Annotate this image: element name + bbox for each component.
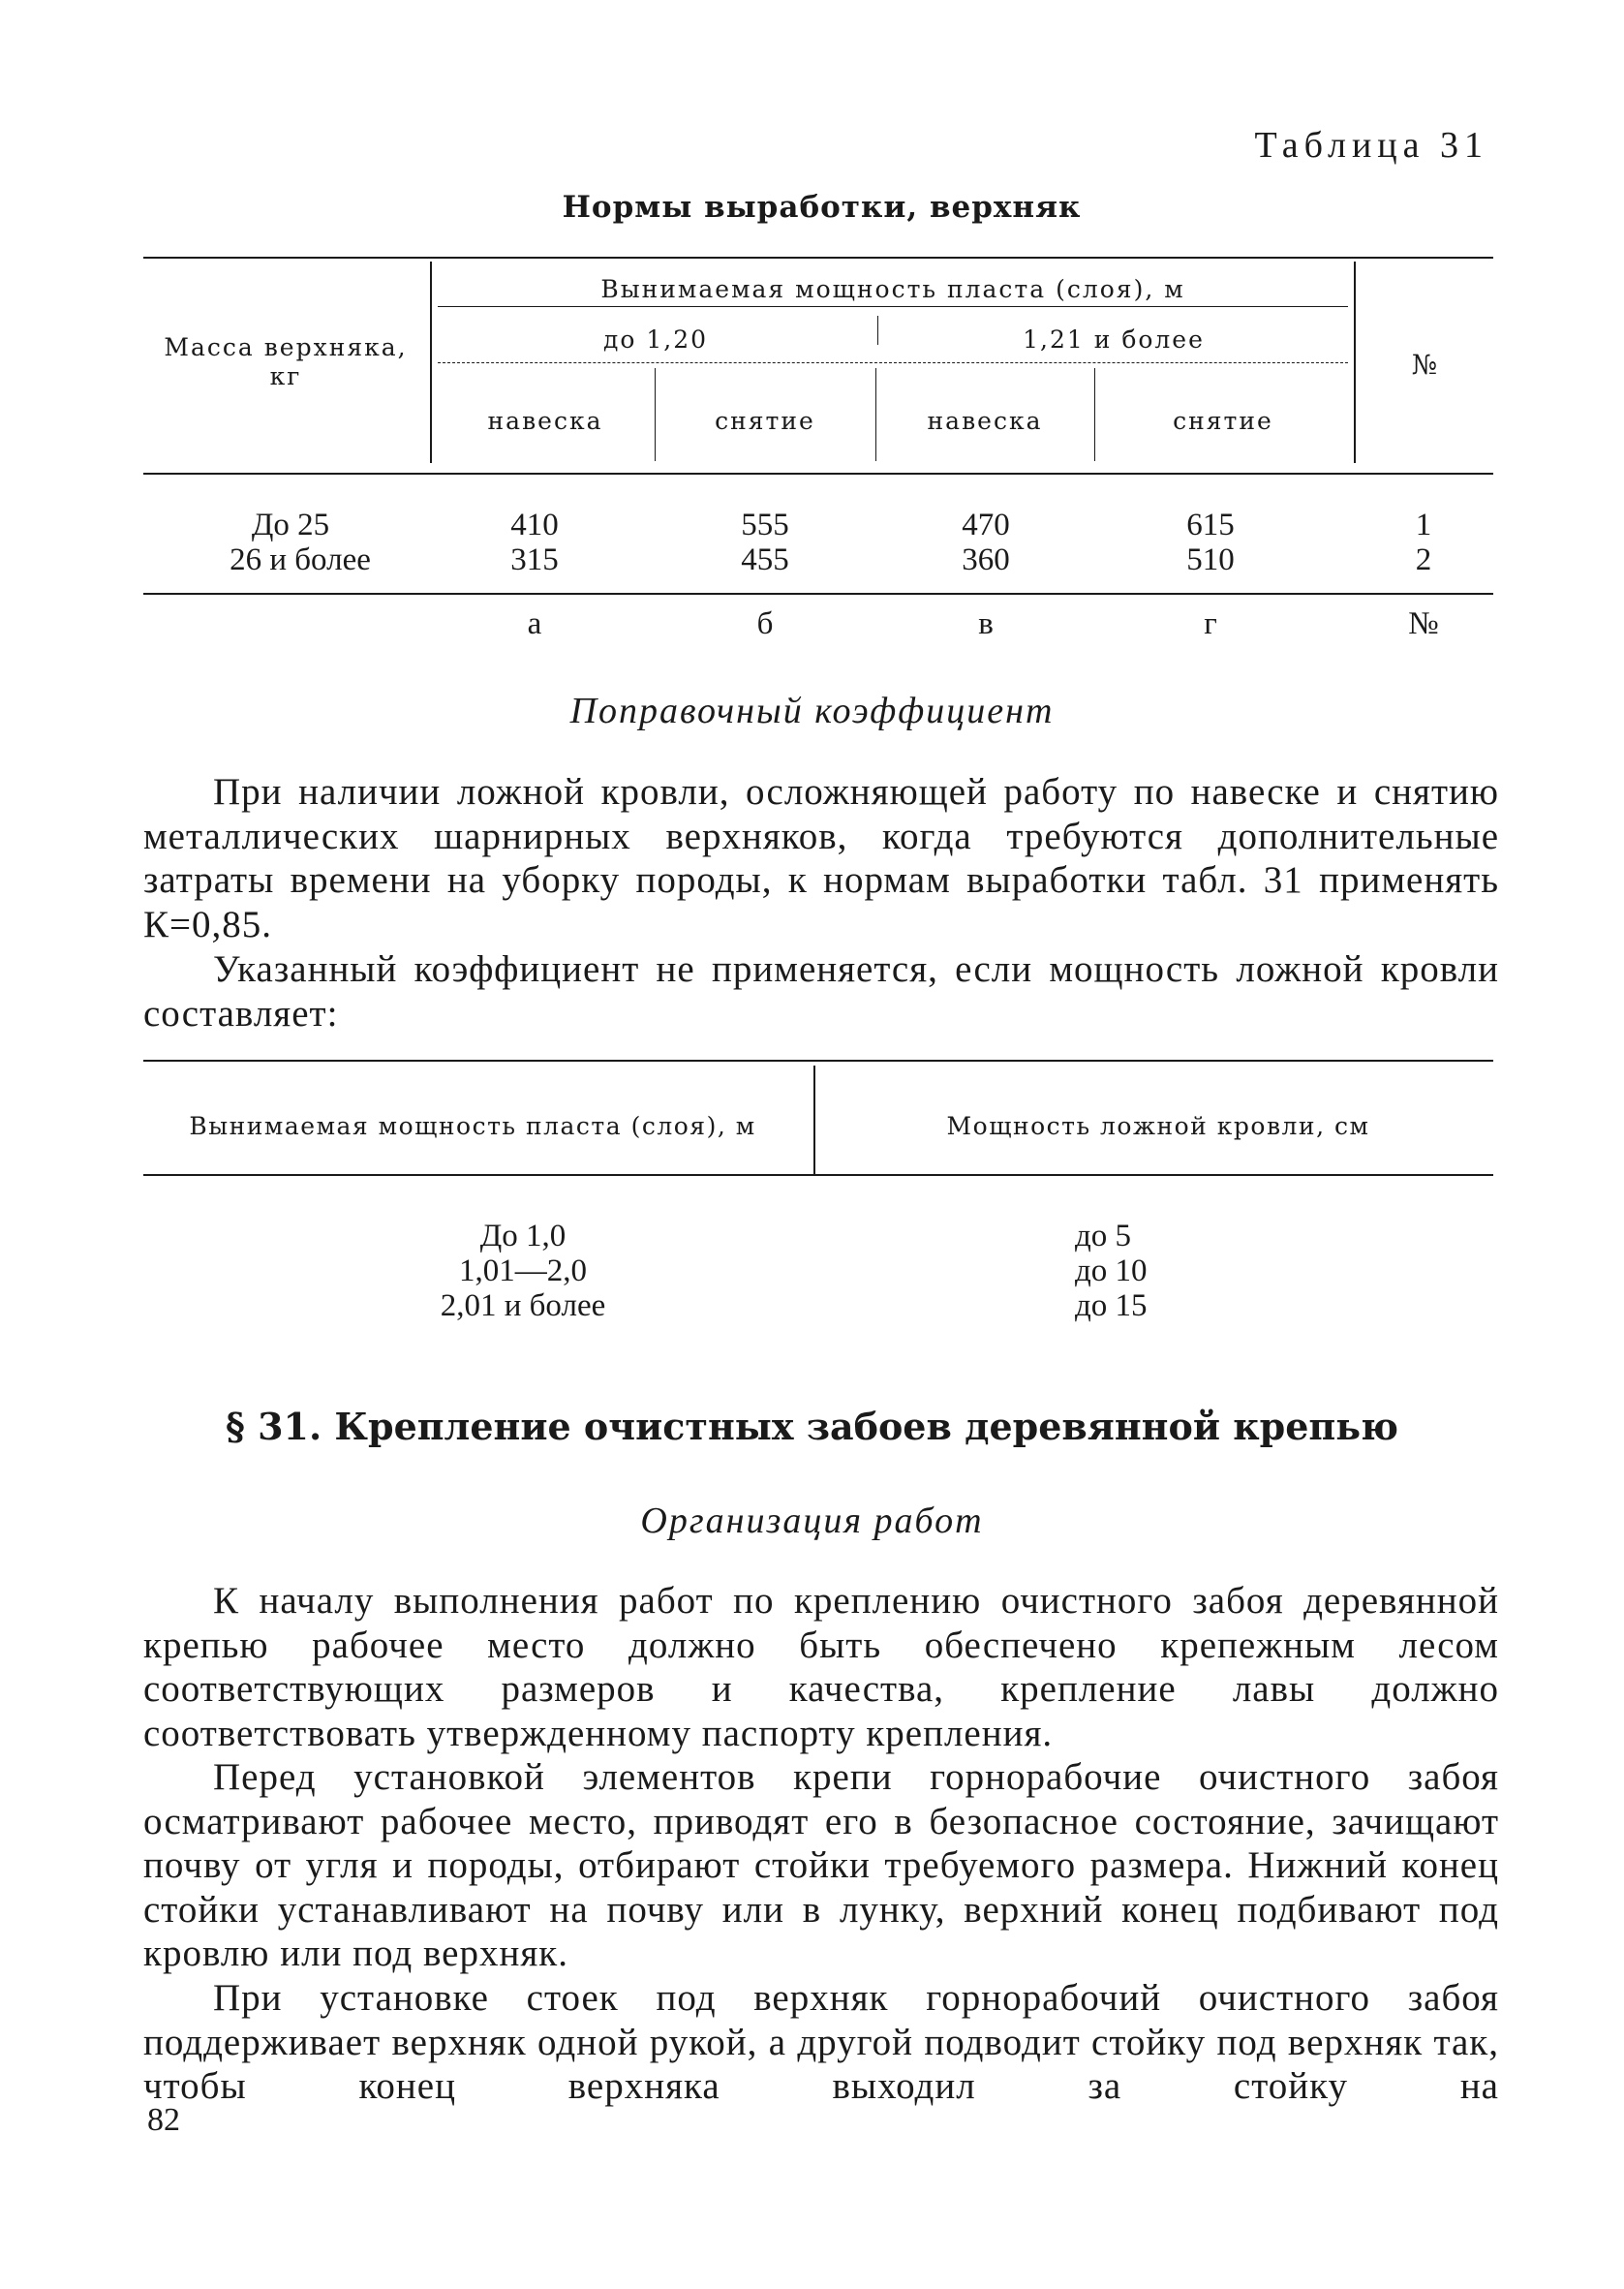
header-mass: Масса верхняка, кг: [164, 333, 408, 390]
table-cell: 555: [741, 508, 789, 542]
false-roof-header-left: Вынимаемая мощность пласта (слоя), м: [189, 1112, 756, 1140]
sub-divider-2: [875, 368, 876, 461]
column-letter: в: [978, 606, 994, 641]
table-cell: 455: [741, 542, 789, 577]
sub-header: навеска: [927, 407, 1043, 435]
row-label: 26 и более: [230, 542, 371, 577]
section-paragraph: Перед установкой элементов крепи горнорабочие очистного забоя осматривают рабочее место, приводят его в безопасное состояние, зачищают почву от угля и породы, отбирают стойки требуемого размера. Нижний конец стойки устанавливают на почву или в лунку, верхний конец подбивают под кровлю или под верхняк.: [143, 1756, 1499, 1975]
header-num: №: [1411, 349, 1440, 381]
false-roof-left-cell: 1,01—2,0: [459, 1253, 587, 1288]
column-letter: а: [527, 606, 542, 641]
row-label: До 25: [251, 508, 330, 542]
row-num: 2: [1415, 542, 1432, 577]
sub-header: навеска: [487, 407, 603, 435]
section-subheading: Организация работ: [640, 1500, 984, 1541]
table-bottom-rule: [143, 593, 1493, 595]
table-cell: 470: [962, 508, 1010, 542]
page-number: 82: [147, 2102, 180, 2138]
table-divider-right: [1354, 262, 1356, 463]
false-roof-divider: [813, 1066, 815, 1174]
table-top-rule: [143, 257, 1493, 259]
false-roof-right-cell: до 5: [1075, 1219, 1132, 1253]
false-roof-left-cell: 2,01 и более: [440, 1288, 606, 1323]
column-num: №: [1408, 606, 1439, 641]
sub-header: снятие: [715, 407, 815, 435]
header-bottom-rule: [143, 473, 1493, 475]
table-divider-left: [430, 262, 432, 463]
correction-paragraph: При наличии ложной кровли, осложняющей работу по навеске и снятию металлических шарнирных верхняков, когда требуются дополнительные затраты времени на уборку породы, к нормам выработки табл. 31 применять К=0,85.: [143, 771, 1499, 945]
table-title: Нормы выработки, верхняк: [562, 190, 1082, 225]
false-roof-right-cell: до 10: [1075, 1253, 1148, 1288]
table-label: Таблица 31: [1254, 125, 1488, 166]
false-roof-right-cell: до 15: [1075, 1288, 1148, 1323]
row-num: 1: [1415, 508, 1432, 542]
false-roof-header-right: Мощность ложной кровли, см: [946, 1112, 1370, 1140]
correction-paragraph: Указанный коэффициент не применяется, если мощность ложной кровли составляет:: [143, 948, 1499, 1035]
sub-header: снятие: [1173, 407, 1273, 435]
table-cell: 410: [510, 508, 559, 542]
correction-subheading: Поправочный коэффициент: [569, 691, 1055, 731]
header-group-rule: [438, 306, 1348, 307]
column-letter: г: [1204, 606, 1217, 641]
section-heading: § 31. Крепление очистных забоев деревянной крепью: [225, 1405, 1398, 1448]
sub-divider-3: [1094, 368, 1095, 461]
header-range1: до 1,20: [602, 325, 709, 354]
table-cell: 615: [1186, 508, 1235, 542]
sub-divider-1: [655, 368, 656, 461]
column-letter: б: [756, 606, 774, 641]
false-roof-top-rule: [143, 1060, 1493, 1062]
table-cell: 315: [510, 542, 559, 577]
header-range2: 1,21 и более: [1023, 325, 1205, 354]
false-roof-header-rule: [143, 1174, 1493, 1176]
section-paragraph: При установке стоек под верхняк горнорабочий очистного забоя поддерживает верхняк одной рукой, а другой подводит стойку под верхняк так, чтобы конец верхняка выходил за стойку на: [143, 1977, 1499, 2108]
table-cell: 510: [1186, 542, 1235, 577]
header-range-divider: [877, 316, 878, 345]
table-cell: 360: [962, 542, 1010, 577]
false-roof-left-cell: До 1,0: [479, 1219, 567, 1253]
header-range-rule: [438, 362, 1348, 363]
section-paragraph: К началу выполнения работ по креплению очистного забоя деревянной крепью рабочее место должно быть обеспечено крепежным лесом соответствующих размеров и качества, крепление лавы должно соответствовать утвержденному паспорту крепления.: [143, 1580, 1499, 1754]
header-group: Вынимаемая мощность пласта (слоя), м: [600, 275, 1185, 303]
